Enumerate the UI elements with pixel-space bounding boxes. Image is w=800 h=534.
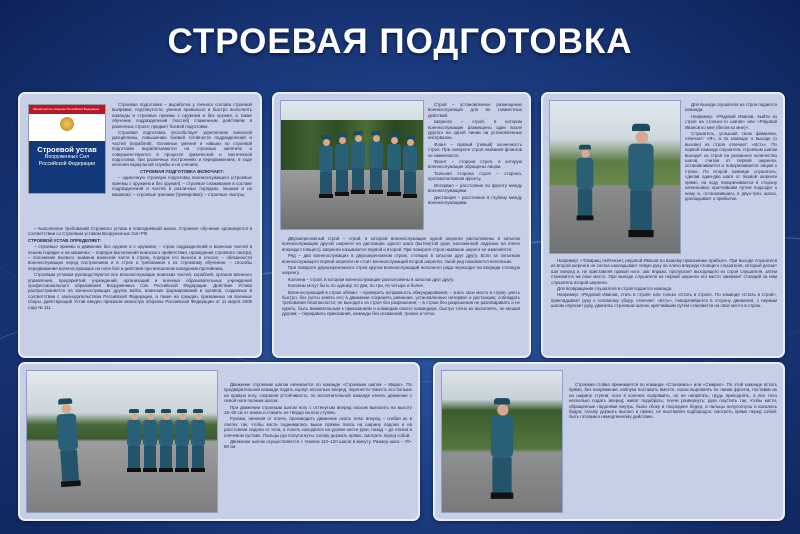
paragraph: Колонна – строй, в котором военнослужащие расположены в затылок друг другу.: [288, 276, 455, 282]
paragraph: Строевая стойка принимается по команде «Становись» или «Смирно». По этой команде встать прямо, без напряжения, каблуки поставить вместе, носки выровнять по линии фронта, поставив их на ширину ступни; ноги в коленях выпрямить, но не напрягать; грудь приподнять, а все тело несколько подать вперед; живот подобрать; плечи развернуть; руки опустить так, чтобы кисти, обращенные ладонями внутрь, были сбоку и посредине бедер, а пальцы полусогнуты и касались бедра; голову держать высоко и прямо, не выставляя подбородок; смотреть прямо перед собой; быть готовым к немедленному действию.: [569, 382, 777, 420]
soldier-figure: [577, 145, 594, 221]
panel-stance: [433, 362, 785, 521]
soldier-figure: [191, 409, 205, 472]
paragraph: Фронт – сторона строя, в которую военнослужащие обращены лицом.: [428, 159, 522, 170]
paragraph: Слушатель, услышав свою фамилию, отвечает: «Я», а по команде о выходе (о вызове) из строя отвечает: «Есть». По первой команде слушатель строевым шагом выходит из строя на указанное количество шагов, считая от первой шеренги, останавливается и поворачивается лицом к строю. По второй команде слушатель, сделав один-два шага от первой шеренги прямо, на ходу поворачивается в сторону начальника, кратчайшим путем подходит к нему и, остановившись в двух-трех шагах, докладывает о прибытии.: [685, 131, 777, 201]
panel3-text-bottom: [551, 258, 777, 310]
book-title-line: Вооруженных Сил: [44, 154, 90, 160]
soldier-figure: [628, 124, 653, 237]
paragraph: – одиночную строевую подготовку военнослужащего (строевые приемы с оружием и без оружия); – строевое слаживание в составе подразделений и частей в различных порядках, пешком и на машинах; – строевые тренажи (тренировки); – строевые смотры;: [112, 175, 252, 197]
soldier-figure: [159, 409, 173, 472]
panel3-text-right: [685, 102, 777, 202]
photo-stance: [441, 370, 563, 513]
panel-drill-charter: [18, 92, 262, 358]
section-heading: СТРОЕВОЙ УСТАВ ОПРЕДЕЛЯЕТ:: [28, 237, 102, 243]
soldier-figure: [335, 133, 349, 196]
panel-exit-formation: [541, 92, 785, 358]
photo-background: [550, 101, 680, 253]
paragraph: Руками, начиная от плеча, производить движение около тела: вперед – сгибая их в локтях так, чтобы кисти поднимались выше пряжки пояса на ширину ладони и на расстоянии ладони от тела, а локоть находился на уровне кисти руки; назад – до отказа в плечевом суставе. Пальцы рук полусогнуты, голову держать прямо, смотреть перед собой.: [224, 416, 412, 438]
soldier-figure: [319, 135, 333, 198]
panel2-text-bottom: [282, 236, 520, 318]
paragraph: Например: «Рядовой Иванов, выйти из строя на столько-то шагов» или «Рядовой Иванов ко мне (бегом ко мне)».: [685, 113, 777, 130]
paragraph: При движении строевым шагом ногу с оттянутым вперед носком выносить на высоту 15–20 см от земли и ставить ее твердо на всю ступню.: [224, 404, 412, 416]
book-title-line: Российской Федерации: [38, 161, 96, 167]
paragraph: Фланг – правый (левый) оконечность строя. При повороте строя названия флангов не изменяются.: [428, 141, 522, 158]
soldier-figure: [351, 131, 365, 194]
soldier-figure: [175, 409, 189, 472]
book-band-text: Министерство обороны Российской Федерации: [33, 107, 100, 111]
panel2-text-right: [428, 102, 522, 206]
paragraph: Ряд – два военнослужащих в двухшереножном строю, стоящих в затылок друг другу. Если за затылком военнослужащего первой шеренги не стоит военнослужащий второй шеренги, такой ряд называется неполным.: [282, 253, 520, 264]
soldier-figure: [491, 398, 513, 499]
soldier-figure: [127, 409, 141, 472]
panel4-text: [224, 382, 412, 451]
paragraph: Строевая подготовка способствует укреплению воинской дисциплины, повышению боевой готовности подразделений и частей (кораблей). Основные умения и навыки по строевой подготовке вырабатываются на строевых занятиях и совершенствуются в процессе физической и тактической подготовки, при различных построениях и передвижениях, в ходе несения караульной службы и на учениях.: [112, 130, 252, 168]
paragraph: При повороте двухшереножного строя кругом военнослужащий неполного ряда переходит во впереди стоящую шеренгу.: [282, 265, 520, 276]
paragraph: Строевая подготовка – выработка у личного состава строевой выправки, подтянутости, умения правильно и быстро выполнять команды и строевые приемы с оружием и без оружия, а также обучение подразделений (частей) слаженным действиям в различных строях; предмет боевой подготовки.: [112, 102, 252, 129]
paragraph: Движение шагом осуществляется с темпом 110–120 шагов в минуту. Размер шага – 70–80 см.: [224, 439, 412, 450]
photo-formation: [280, 100, 424, 230]
paragraph: Тыльная сторона строя – сторона, противоположная фронту.: [428, 170, 522, 182]
photo-salute: [549, 100, 681, 254]
paragraph: Интервал – расстояние по фронту между военнослужащими.: [428, 182, 522, 194]
soldier-figure: [387, 133, 401, 196]
panel-marching: [18, 362, 420, 521]
book-title-line: Строевой устав: [37, 145, 97, 154]
paragraph: Колонны могут быть по одному, по два, по три, по четыре и более.: [288, 283, 425, 289]
panel1-text-bottom: [28, 226, 252, 311]
paragraph: Для возвращения слушателя в строй подается команда.: [557, 286, 673, 292]
charter-book-cover: [28, 104, 106, 194]
book-title: [29, 145, 105, 168]
panel-formation: [272, 92, 531, 358]
paragraph: Строевым уставом руководствуются все военнослужащие воинских частей, кораблей, органов военного управления, предприятий, учреждений, организаций и военных образовательных учреждений профессионального образования Вооруженных Сил Российской Федерации. Действие Устава распространяется на военнослужащих других войск, воинских формирований и органов, созданных в соответствии с законодательством Российской Федерации, а также на граждан, призванных на военные сборы. Действующий Устав введен приказом министра обороны Российской Федерации от 11 марта 2006 года № 111.: [28, 272, 252, 310]
paragraph: Для выхода слушателя из строя подается команда:: [685, 102, 777, 113]
paragraph: Дистанция – расстояние в глубину между военнослужащими.: [428, 194, 522, 205]
photo-marching: [26, 370, 218, 513]
panel1-text-top: [112, 102, 252, 198]
paragraph: – строевые приемы и движение без оружия и с оружием; – строи подразделений и воинских частей в пешем порядке и на машинах; – порядок выполнения воинского приветствия, проведения строевого смотра; – положение Боевого знамени воинской части в строю, порядок его выноса и относа; – обязанности военнослужащих перед построением и в строе и требования к их строевому обучению; – способы передвижения военнослужащих на поле боя и действия при внезапном нападении противника.: [28, 244, 252, 271]
panel5-text: [569, 382, 777, 421]
paragraph: Двухшереножный строй – строй, в котором военнослужащие одной шеренги расположены в затылок военнослужащим другой шеренги на дистанции одного шага (вытянутой руки, наложенной ладонью на плечо впереди стоящего). Шеренги называются первой и второй. При повороте строя название шеренг не изменяется.: [282, 236, 520, 252]
eagle-emblem-icon: [60, 117, 74, 131]
soldier-figure: [143, 409, 157, 472]
paragraph: – выполнение требований Строевого устава в повседневной жизни. Строевое обучение организуется в соответствии со Строевым уставом Вооруженных Сил РФ.: [28, 226, 252, 237]
paragraph: Шеренга – строй, в котором военнослужащие размещены один возле другого на одной линии на установленных интервалах.: [428, 119, 522, 141]
paragraph: Строй – установленное размещение военнослужащих для их совместных действий.: [428, 102, 522, 118]
soldier-figure: [369, 131, 383, 194]
paragraph: Движение строевым шагом начинается по команде «Строевым шагом – Марш». По предварительной команде подать корпус несколько вперед, перенести тяжесть его больше на правую ногу, сохраняя устойчивость; по исполнительной команде начать движение с левой ноги полным шагом.: [224, 382, 412, 404]
paragraph: Военнослужащий в строю обязан: – проверить исправность обмундирования; – знать свое место в строю, уметь быстро, без суеты занять его; в движении сохранять равнение, установленные интервал и дистанцию; соблюдать требования безопасности; не выходить из строя без разрешения; – в строю без разрешения не разговаривать и не курить; быть внимательным к приказаниям и командам своего командира, быстро точно их выполнять, не мешая другим; – передавать приказания, команды без искажений, громко и четко.: [282, 289, 520, 317]
section-heading: СТРОЕВАЯ ПОДГОТОВКА ВКЛЮЧАЕТ:: [140, 168, 224, 174]
soldier-figure: [403, 135, 417, 198]
paragraph: Например: «Товарищ лейтенант, рядовой Иванов по вашему приказанию прибыл». При выходе слушателя из второй шеренги он слегка накладывает левую руку на плечо впереди стоящего слушателя, который делает шаг вперед и, не приставляя правой ноги, шаг вправо, пропускает выходящего из строя слушателя, затем становится на свое место. При выходе слушателя из первой шеренги его место занимает стоящий за ним слушатель второй шеренги.: [551, 258, 777, 285]
paragraph: Например: «Рядовой Иванов, стать в строй» или только «Стать в строй». По команде «Стать в строй», прикладывает руку к головному убору, отвечает: «Есть», поворачивается в сторону движения, с первым шагом опускает руку, двигаясь строевым шагом, кратчайшим путем становится на свое место в строю.: [551, 292, 777, 309]
page-title: СТРОЕВАЯ ПОДГОТОВКА: [167, 22, 633, 61]
